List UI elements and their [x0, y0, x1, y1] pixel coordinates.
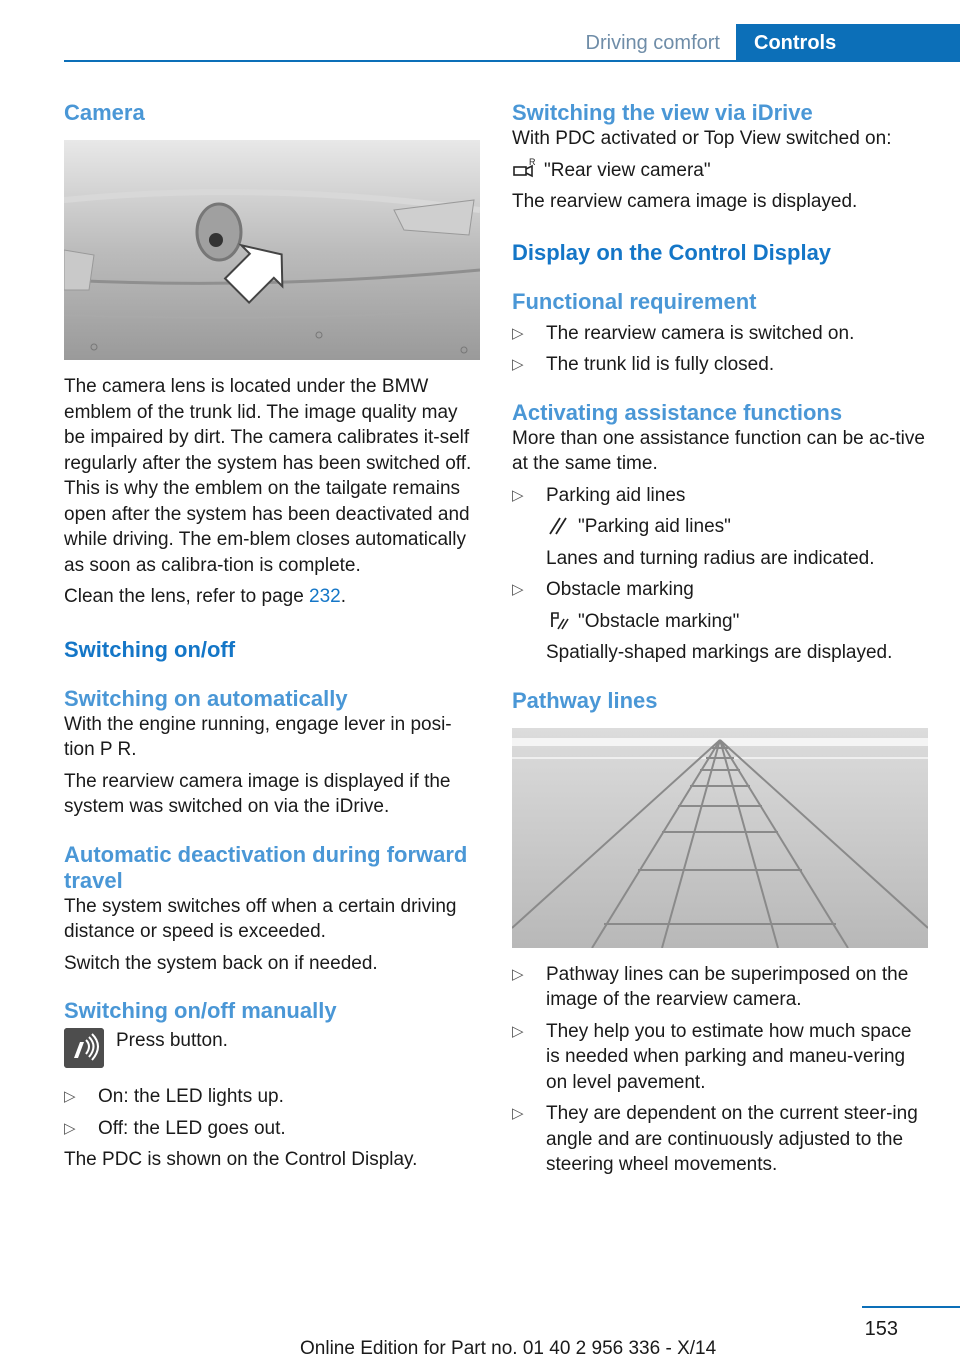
obstacle-marking-icon: [546, 609, 572, 631]
section-title: Driving comfort: [585, 32, 720, 54]
list-item: ▷ The trunk lid is fully closed.: [512, 352, 928, 378]
assist-item-menu: "Parking aid lines": [546, 514, 928, 540]
pdc-text: The PDC is shown on the Control Display.: [64, 1149, 418, 1170]
bullet-triangle-icon: ▷: [512, 965, 524, 983]
svg-text:R: R: [529, 157, 536, 167]
deactivation-text-1: The system switches off when a certain driving distance or speed is exceeded.: [64, 895, 457, 942]
page-header: [64, 24, 960, 62]
list-item: ▷ They help you to estimate how much space is needed when parking and maneu-vering on level pavement.: [512, 1020, 912, 1093]
deactivation-heading: Automatic deactivation during forward travel: [64, 841, 468, 893]
bullet-triangle-icon: ▷: [64, 1119, 76, 1137]
functional-list: [512, 321, 928, 378]
assist-list: [512, 483, 928, 666]
chapter-tab: Controls: [736, 24, 960, 62]
camera-heading: Camera: [64, 100, 145, 125]
view-text: With PDC activated or Top View switched on:: [512, 128, 892, 149]
bullet-triangle-icon: ▷: [512, 1022, 524, 1040]
list-item: ▷ Pathway lines can be superimposed on the image of the rearview camera.: [512, 963, 909, 1010]
deactivation-text-2: Switch the system back on if needed.: [64, 952, 378, 974]
auto-heading: Switching on automatically: [64, 685, 348, 711]
parking-lines-icon: [546, 514, 572, 536]
list-item: ▷ Off: the LED goes out.: [64, 1116, 480, 1142]
clean-lens-text: Clean the lens, refer to page 232.: [64, 586, 347, 607]
assist-item-desc: Lanes and turning radius are indicated.: [546, 547, 875, 569]
edition-text: Online Edition for Part no. 01 40 2 956 336 - X/14: [300, 1338, 717, 1359]
camera-photo: [64, 140, 480, 360]
list-item: ▷ The rearview camera is switched on.: [512, 321, 928, 347]
bullet-triangle-icon: ▷: [512, 1105, 524, 1122]
list-item: [512, 577, 928, 666]
rear-view-menu-item: R "Rear view camera": [512, 158, 928, 184]
page-footer: [0, 1306, 960, 1362]
bullet-triangle-icon: ▷: [64, 1088, 76, 1105]
left-column: [64, 100, 480, 1173]
press-button-text: Press button.: [116, 1030, 228, 1051]
rear-view-text: The rearview camera image is displayed.: [512, 191, 858, 212]
bullet-triangle-icon: ▷: [512, 324, 524, 342]
led-list: [64, 1084, 480, 1141]
page-link[interactable]: 232: [309, 586, 341, 607]
assist-item-menu: "Obstacle marking": [546, 609, 928, 635]
assist-item-label: Parking aid lines: [546, 484, 686, 506]
footer-rule: [862, 1306, 960, 1308]
assist-item-label: Obstacle marking: [546, 579, 694, 600]
list-item: ▷ On: the LED lights up.: [64, 1084, 480, 1110]
list-item: ▷ They are dependent on the current steer-ing angle and are continuously adjusted to the steering wheel movements.: [512, 1103, 918, 1175]
bullet-triangle-icon: ▷: [512, 356, 524, 373]
assist-item-desc: Spatially-shaped markings are displayed.: [546, 642, 893, 663]
pathway-heading: Pathway lines: [512, 687, 658, 713]
switching-heading: Switching on/off: [64, 636, 236, 662]
manual-heading: Switching on/off manually: [64, 998, 337, 1023]
pathway-lines-image: [512, 728, 928, 948]
list-item: [512, 483, 928, 572]
header-rule: [64, 60, 960, 62]
bullet-triangle-icon: ▷: [512, 486, 524, 504]
assist-text: More than one assistance function can be ac-tive at the same time.: [512, 427, 925, 474]
right-column: [512, 100, 928, 1178]
display-heading: Display on the Control Display: [512, 239, 832, 265]
pathway-list: [512, 962, 928, 1178]
bullet-triangle-icon: ▷: [512, 581, 524, 598]
view-heading: Switching the view via iDrive: [512, 100, 813, 125]
rear-camera-icon: [512, 158, 538, 180]
page-number: 153: [864, 1318, 898, 1340]
assist-heading: Activating assistance functions: [512, 399, 843, 425]
pdc-button-icon: [64, 1028, 104, 1068]
auto-text-1: With the engine running, engage lever in posi-tion P R.: [64, 713, 452, 760]
camera-text: The camera lens is located under the BMW emblem of the trunk lid. The image quality may be impaired by dirt. The camera calibrates it-self regularly after the system has been switched off. This is why the emblem on the tailgate remains open after the system has been deactivated and while driving. The em-blem closes automatically as soon as calibra-tion is complete.: [64, 376, 472, 576]
functional-heading: Functional requirement: [512, 288, 757, 314]
press-button-row: [64, 1028, 480, 1074]
auto-text-2: The rearview camera image is displayed if the system was switched on via the iDrive.: [64, 770, 451, 817]
